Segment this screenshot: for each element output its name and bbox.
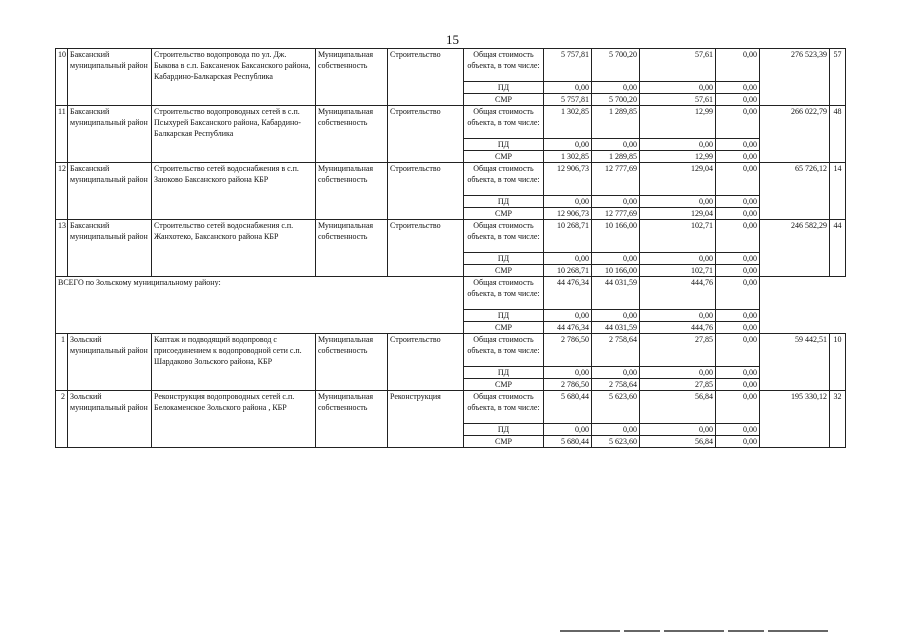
federal-cell: 5 623,60 <box>592 436 640 448</box>
local-cell: 0,00 <box>716 139 760 151</box>
regional-cell: 12,99 <box>640 106 716 139</box>
federal-cell: 44 031,59 <box>592 322 640 334</box>
population-cell: 195 330,12 <box>760 391 830 448</box>
work-type-cell: Строительство <box>388 106 464 163</box>
federal-cell: 0,00 <box>592 367 640 379</box>
metric-cell: ПД <box>464 196 544 208</box>
empty-cell <box>830 277 846 334</box>
federal-cell: 5 700,20 <box>592 49 640 82</box>
ownership-cell: Муниципальная собственность <box>316 391 388 448</box>
total-cost-cell: 0,00 <box>544 196 592 208</box>
federal-cell: 10 166,00 <box>592 220 640 253</box>
total-cost-cell: 10 268,71 <box>544 265 592 277</box>
work-type-cell: Строительство <box>388 334 464 391</box>
count-cell: 44 <box>830 220 846 277</box>
district-cell: Зольский муниципальный район <box>68 334 152 391</box>
federal-cell: 10 166,00 <box>592 265 640 277</box>
federal-cell: 5 623,60 <box>592 391 640 424</box>
total-row <box>56 277 846 310</box>
local-cell: 0,00 <box>716 151 760 163</box>
ownership-cell: Муниципальная собственность <box>316 106 388 163</box>
local-cell: 0,00 <box>716 106 760 139</box>
regional-cell: 0,00 <box>640 196 716 208</box>
metric-cell: ПД <box>464 367 544 379</box>
page-number: 15 <box>446 32 459 47</box>
object-name-cell: Реконструкция водопроводных сетей с.п. Белокаменское Зольского района , КБР <box>152 391 316 448</box>
district-cell: Баксанский муниципальный район <box>68 163 152 220</box>
object-name-cell: Строительство сетей водоснабжения с.п. Жанхотеко, Баксанского района КБР <box>152 220 316 277</box>
regional-cell: 0,00 <box>640 139 716 151</box>
row-number: 2 <box>56 391 68 448</box>
total-cost-cell: 5 757,81 <box>544 94 592 106</box>
total-cost-cell: 1 302,85 <box>544 106 592 139</box>
count-cell: 48 <box>830 106 846 163</box>
federal-cell: 0,00 <box>592 139 640 151</box>
metric-cell: ПД <box>464 82 544 94</box>
ownership-cell: Муниципальная собственность <box>316 220 388 277</box>
total-cost-cell: 0,00 <box>544 139 592 151</box>
total-cost-cell: 0,00 <box>544 367 592 379</box>
metric-cell: Общая стоимость объекта, в том числе: <box>464 277 544 310</box>
federal-cell: 2 758,64 <box>592 379 640 391</box>
local-cell: 0,00 <box>716 49 760 82</box>
local-cell: 0,00 <box>716 253 760 265</box>
metric-cell: ПД <box>464 310 544 322</box>
local-cell: 0,00 <box>716 82 760 94</box>
metric-cell: ПД <box>464 253 544 265</box>
metric-cell: ПД <box>464 139 544 151</box>
local-cell: 0,00 <box>716 94 760 106</box>
federal-cell: 44 031,59 <box>592 277 640 310</box>
row-number: 11 <box>56 106 68 163</box>
regional-cell: 0,00 <box>640 310 716 322</box>
total-cost-cell: 5 757,81 <box>544 49 592 82</box>
regional-cell: 444,76 <box>640 277 716 310</box>
table-row <box>56 163 846 196</box>
total-cost-cell: 1 302,85 <box>544 151 592 163</box>
local-cell: 0,00 <box>716 322 760 334</box>
object-name-cell: Каптаж и подводящий водопровод с присоединением к водопроводной сети с.п. Шардаково Зольского района, КБР <box>152 334 316 391</box>
regional-cell: 129,04 <box>640 208 716 220</box>
local-cell: 0,00 <box>716 208 760 220</box>
regional-cell: 0,00 <box>640 424 716 436</box>
total-cost-cell: 12 906,73 <box>544 163 592 196</box>
work-type-cell: Строительство <box>388 49 464 106</box>
local-cell: 0,00 <box>716 310 760 322</box>
total-cost-cell: 5 680,44 <box>544 391 592 424</box>
objects-table <box>55 48 846 448</box>
federal-cell: 5 700,20 <box>592 94 640 106</box>
metric-cell: СМР <box>464 436 544 448</box>
metric-cell: Общая стоимость объекта, в том числе: <box>464 49 544 82</box>
ownership-cell: Муниципальная собственность <box>316 49 388 106</box>
federal-cell: 12 777,69 <box>592 163 640 196</box>
total-cost-cell: 0,00 <box>544 310 592 322</box>
federal-cell: 0,00 <box>592 82 640 94</box>
regional-cell: 57,61 <box>640 94 716 106</box>
count-cell: 14 <box>830 163 846 220</box>
regional-cell: 0,00 <box>640 253 716 265</box>
total-cost-cell: 0,00 <box>544 253 592 265</box>
regional-cell: 56,84 <box>640 391 716 424</box>
population-cell: 59 442,51 <box>760 334 830 391</box>
local-cell: 0,00 <box>716 436 760 448</box>
table-row <box>56 106 846 139</box>
object-name-cell: Строительство сетей водоснабжения в с.п. Заюково Баксанского района КБР <box>152 163 316 220</box>
local-cell: 0,00 <box>716 265 760 277</box>
metric-cell: Общая стоимость объекта, в том числе: <box>464 106 544 139</box>
regional-cell: 12,99 <box>640 151 716 163</box>
district-cell: Баксанский муниципальный район <box>68 220 152 277</box>
metric-cell: Общая стоимость объекта, в том числе: <box>464 391 544 424</box>
metric-cell: Общая стоимость объекта, в том числе: <box>464 220 544 253</box>
row-number: 1 <box>56 334 68 391</box>
ownership-cell: Муниципальная собственность <box>316 163 388 220</box>
population-cell: 65 726,12 <box>760 163 830 220</box>
metric-cell: Общая стоимость объекта, в том числе: <box>464 163 544 196</box>
federal-cell: 0,00 <box>592 424 640 436</box>
metric-cell: ПД <box>464 424 544 436</box>
row-number: 10 <box>56 49 68 106</box>
regional-cell: 444,76 <box>640 322 716 334</box>
footer-divider <box>560 630 830 632</box>
metric-cell: СМР <box>464 265 544 277</box>
regional-cell: 102,71 <box>640 220 716 253</box>
work-type-cell: Строительство <box>388 220 464 277</box>
regional-cell: 56,84 <box>640 436 716 448</box>
regional-cell: 27,85 <box>640 379 716 391</box>
total-label: ВСЕГО по Зольскому муниципальному району: <box>56 277 464 334</box>
object-name-cell: Строительство водопровода по ул. Дж. Быкова в с.п. Баксаненок Баксанского района, Кабардино-Балкарская Республика <box>152 49 316 106</box>
population-cell: 266 022,79 <box>760 106 830 163</box>
total-cost-cell: 5 680,44 <box>544 436 592 448</box>
total-cost-cell: 44 476,34 <box>544 277 592 310</box>
metric-cell: СМР <box>464 322 544 334</box>
work-type-cell: Строительство <box>388 163 464 220</box>
population-cell: 246 582,29 <box>760 220 830 277</box>
total-cost-cell: 12 906,73 <box>544 208 592 220</box>
federal-cell: 0,00 <box>592 196 640 208</box>
count-cell: 57 <box>830 49 846 106</box>
table-row <box>56 391 846 424</box>
total-cost-cell: 10 268,71 <box>544 220 592 253</box>
local-cell: 0,00 <box>716 334 760 367</box>
local-cell: 0,00 <box>716 277 760 310</box>
empty-cell <box>760 277 830 334</box>
local-cell: 0,00 <box>716 163 760 196</box>
row-number: 13 <box>56 220 68 277</box>
table-body <box>56 49 846 448</box>
federal-cell: 1 289,85 <box>592 151 640 163</box>
row-number: 12 <box>56 163 68 220</box>
metric-cell: СМР <box>464 208 544 220</box>
regional-cell: 27,85 <box>640 334 716 367</box>
table-row <box>56 49 846 82</box>
table-row <box>56 334 846 367</box>
local-cell: 0,00 <box>716 367 760 379</box>
regional-cell: 57,61 <box>640 49 716 82</box>
local-cell: 0,00 <box>716 196 760 208</box>
district-cell: Баксанский муниципальный район <box>68 49 152 106</box>
regional-cell: 0,00 <box>640 367 716 379</box>
regional-cell: 0,00 <box>640 82 716 94</box>
population-cell: 276 523,39 <box>760 49 830 106</box>
metric-cell: Общая стоимость объекта, в том числе: <box>464 334 544 367</box>
total-cost-cell: 44 476,34 <box>544 322 592 334</box>
federal-cell: 2 758,64 <box>592 334 640 367</box>
object-name-cell: Строительство водопроводных сетей в с.п. Псыхурей Баксанского района, Кабардино-Балкарская Республика <box>152 106 316 163</box>
count-cell: 32 <box>830 391 846 448</box>
work-type-cell: Реконструкция <box>388 391 464 448</box>
metric-cell: СМР <box>464 379 544 391</box>
metric-cell: СМР <box>464 94 544 106</box>
local-cell: 0,00 <box>716 379 760 391</box>
federal-cell: 1 289,85 <box>592 106 640 139</box>
local-cell: 0,00 <box>716 220 760 253</box>
federal-cell: 0,00 <box>592 253 640 265</box>
metric-cell: СМР <box>464 151 544 163</box>
federal-cell: 0,00 <box>592 310 640 322</box>
local-cell: 0,00 <box>716 424 760 436</box>
district-cell: Баксанский муниципальный район <box>68 106 152 163</box>
total-cost-cell: 2 786,50 <box>544 334 592 367</box>
district-cell: Зольский муниципальный район <box>68 391 152 448</box>
regional-cell: 102,71 <box>640 265 716 277</box>
federal-cell: 12 777,69 <box>592 208 640 220</box>
total-cost-cell: 0,00 <box>544 82 592 94</box>
regional-cell: 129,04 <box>640 163 716 196</box>
total-cost-cell: 0,00 <box>544 424 592 436</box>
ownership-cell: Муниципальная собственность <box>316 334 388 391</box>
count-cell: 10 <box>830 334 846 391</box>
total-cost-cell: 2 786,50 <box>544 379 592 391</box>
local-cell: 0,00 <box>716 391 760 424</box>
table-row <box>56 220 846 253</box>
